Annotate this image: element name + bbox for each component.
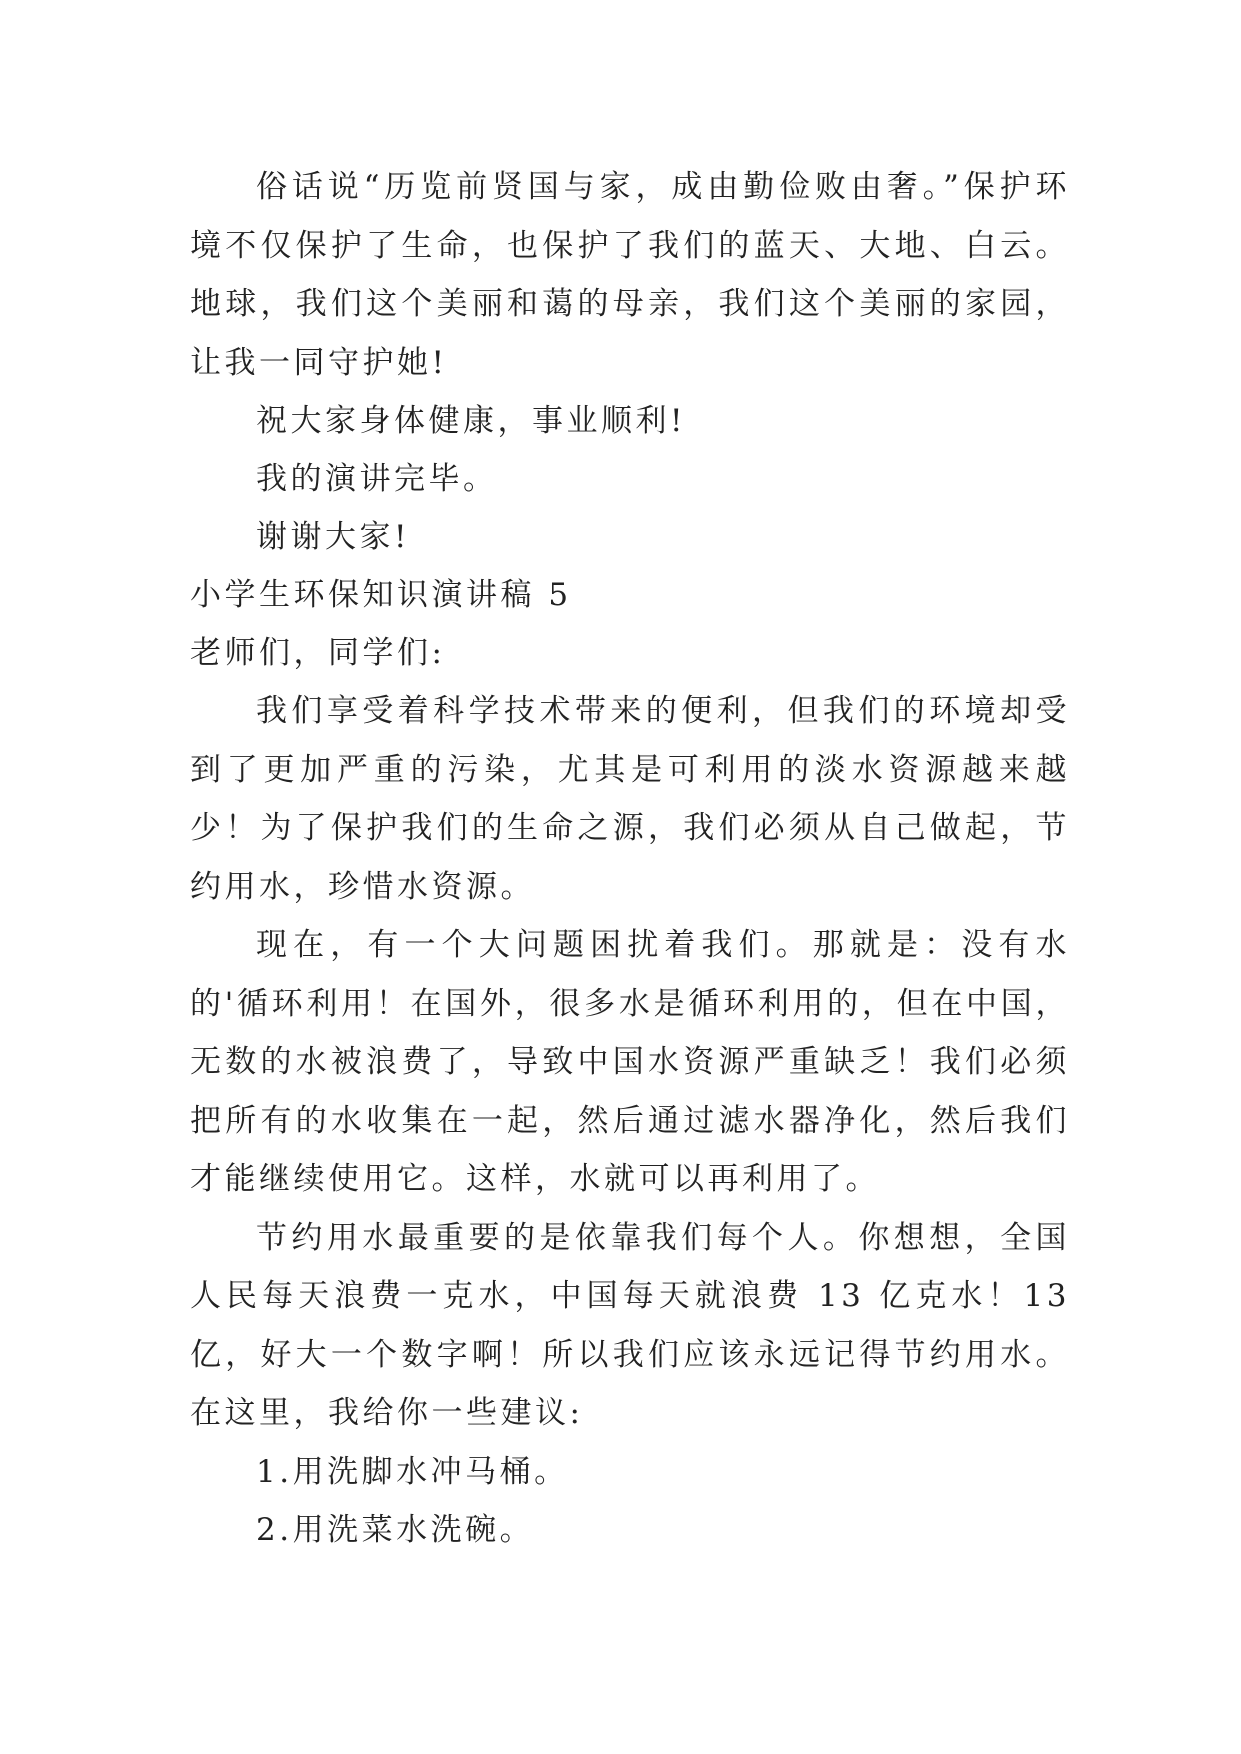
paragraph-body-2: 现在，有一个大问题困扰着我们。那就是：没有水的'循环利用！在国外，很多水是循环利用的，但在中国，无数的水被浪费了，导致中国水资源严重缺乏！我们必须把所有的水收集在一起，然后通过滤水器净化，然后我们才能继续使用它。这样，水就可以再利用了。	[190, 927, 1070, 1197]
paragraph-body-3: 节约用水最重要的是依靠我们每个人。你想想，全国人民每天浪费一克水，中国每天就浪费 13 亿克水！13 亿，好大一个数字啊！所以我们应该永远记得节约用水。在这里，我给你一些建议:	[190, 1219, 1070, 1431]
paragraph-proverb: 俗话说“历览前贤国与家，成由勤俭败由奢。”保护环境不仅保护了生命，也保护了我们的蓝天、大地、白云。地球，我们这个美丽和蔼的母亲，我们这个美丽的家园，让我一同守护她!	[190, 169, 1070, 381]
list-item: 2.用洗菜水洗碗。	[256, 1511, 535, 1548]
paragraph-wishes: 祝大家身体健康，事业顺利!	[256, 403, 686, 439]
paragraph-body-1: 我们享受着科学技术带来的便利，但我们的环境却受到了更加严重的污染，尤其是可利用的淡水资源越来越少！为了保护我们的生命之源，我们必须从自己做起，节约用水，珍惜水资源。	[190, 693, 1070, 905]
section-title: 小学生环保知识演讲稿 5	[190, 577, 572, 613]
paragraph-speech-end: 我的演讲完毕。	[256, 461, 498, 497]
salutation: 老师们，同学们:	[190, 635, 446, 671]
list-item: 1.用洗脚水冲马桶。	[256, 1453, 569, 1490]
paragraph-thanks: 谢谢大家!	[256, 519, 410, 555]
document-body	[190, 158, 1070, 1559]
